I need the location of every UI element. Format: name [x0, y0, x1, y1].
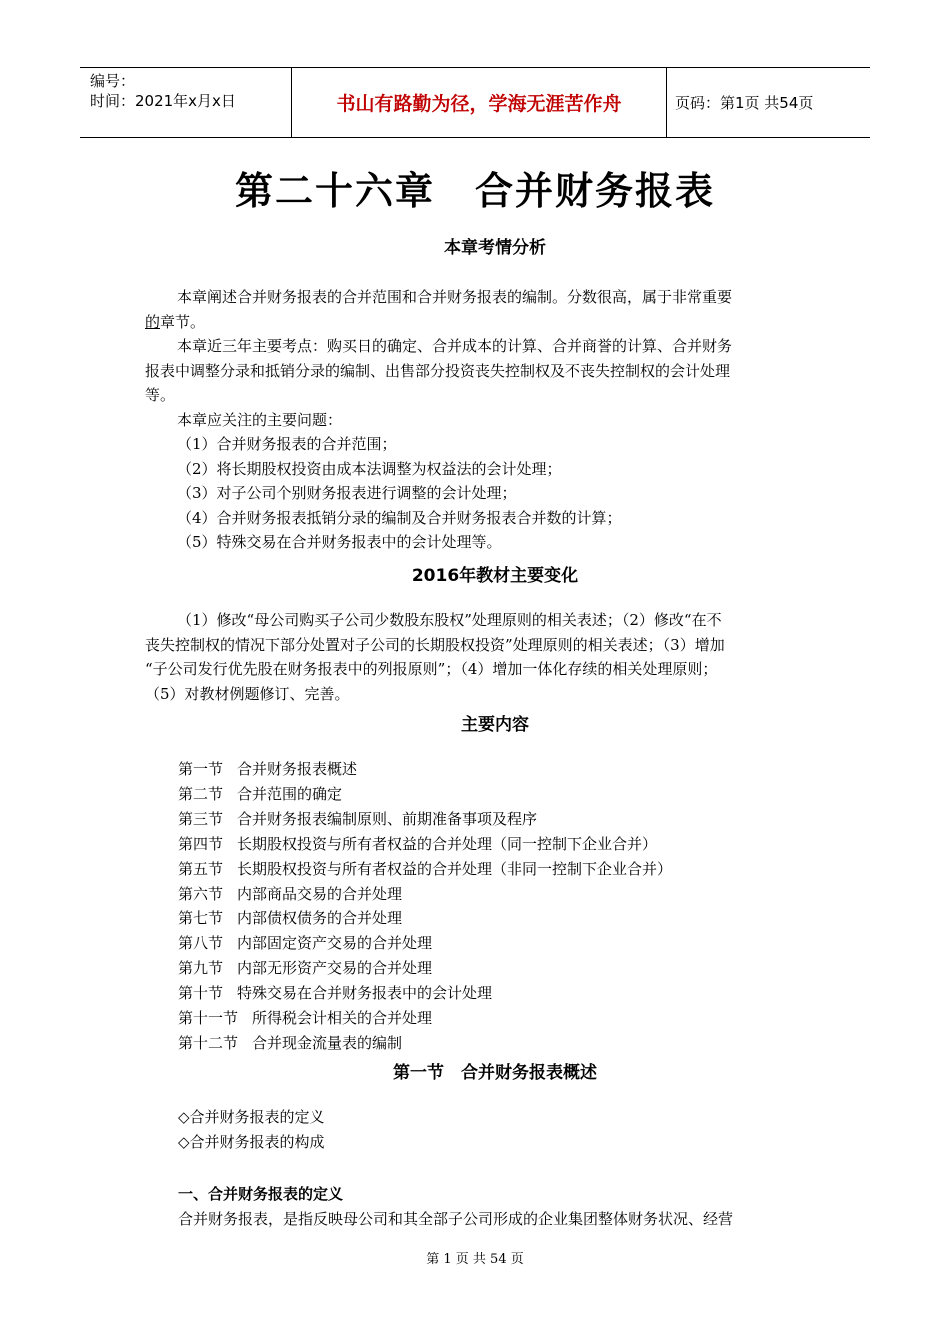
- toc-title: 特殊交易在合并财务报表中的会计处理: [237, 984, 493, 1003]
- header-motto: 书山有路勤为径，学海无涯苦作舟: [292, 68, 667, 137]
- section1-text: 合并财务报表，是指反映母公司和其全部子公司形成的企业集团整体财务状况、经营: [178, 1210, 734, 1228]
- toc-title: 合并现金流量表的编制: [252, 1033, 403, 1052]
- analysis-p3: 本章应关注的主要问题：: [177, 410, 343, 429]
- analysis-p2-line1: 本章近三年主要考点：购买日的确定、合并成本的计算、合并商誉的计算、合并财务: [177, 337, 733, 355]
- toc-num: 第六节: [178, 884, 224, 903]
- analysis-body: [145, 285, 805, 555]
- toc-title: 内部固定资产交易的合并处理: [237, 934, 433, 953]
- toc-title: 内部无形资产交易的合并处理: [237, 959, 433, 978]
- section1-subheading: 一、合并财务报表的定义: [178, 1185, 344, 1203]
- toc-title: 长期股权投资与所有者权益的合并处理（同一控制下企业合并）: [237, 834, 658, 853]
- toc-num: 第五节: [178, 859, 224, 878]
- analysis-heading: 本章考情分析: [444, 238, 546, 258]
- analysis-item: （2）将长期股权投资由成本法调整为权益法的会计处理；: [177, 459, 562, 478]
- header-date: 时间：2021年x月x日: [90, 92, 236, 110]
- toc-num: 第十节: [178, 984, 224, 1003]
- toc-title: 内部商品交易的合并处理: [237, 884, 403, 903]
- toc-item: [178, 956, 672, 981]
- toc-item: [178, 807, 672, 832]
- toc-num: 第十一节: [178, 1009, 239, 1028]
- changes-line: （1）修改“母公司购买子公司少数股东股权”处理原则的相关表述；（2）修改“在不: [177, 611, 722, 629]
- changes-body: [145, 608, 805, 706]
- header-meta: [80, 68, 292, 137]
- toc-item: [178, 857, 672, 882]
- section1-bullet: ◇合并财务报表的定义: [178, 1108, 325, 1126]
- toc-num: 第八节: [178, 934, 224, 953]
- header-number: 编号：: [90, 72, 136, 90]
- page-header: [80, 67, 870, 138]
- analysis-item: （5）特殊交易在合并财务报表中的会计处理等。: [177, 533, 502, 551]
- toc-item: [178, 782, 672, 807]
- changes-line: 丧失控制权的情况下部分处置对子公司的长期股权投资”处理原则的相关表述；（3）增加: [145, 635, 725, 654]
- toc-num: 第九节: [178, 959, 224, 978]
- page-footer: 第 1 页 共 54 页: [426, 1252, 524, 1267]
- toc-title: 长期股权投资与所有者权益的合并处理（非同一控制下企业合并）: [237, 859, 673, 878]
- toc-item: [178, 757, 672, 782]
- toc-item: [178, 1031, 672, 1056]
- toc-title: 合并财务报表概述: [237, 760, 358, 778]
- changes-line: “子公司发行优先股在财务报表中的列报原则”；（4）增加一体化存续的相关处理原则；: [145, 660, 718, 678]
- toc-item: [178, 882, 672, 907]
- toc-num: 第七节: [178, 909, 224, 928]
- changes-heading: 2016年教材主要变化: [411, 566, 579, 586]
- analysis-p2-line3: 等。: [145, 386, 176, 404]
- toc-item: [178, 1006, 672, 1031]
- contents-list: [178, 757, 672, 1056]
- contents-heading: 主要内容: [461, 715, 529, 735]
- section1-bullet: ◇合并财务报表的构成: [178, 1132, 325, 1151]
- toc-title: 所得税会计相关的合并处理: [252, 1009, 433, 1028]
- changes-line: （5）对教材例题修订、完善。: [145, 684, 350, 703]
- analysis-p1-rest: 章节。: [160, 312, 206, 331]
- analysis-p1-underlined: 的: [145, 312, 161, 331]
- toc-item: [178, 832, 672, 857]
- analysis-item: （4）合并财务报表抵销分录的编制及合并财务报表合并数的计算；: [177, 508, 622, 527]
- toc-num: 第二节: [178, 784, 224, 803]
- analysis-p2-line2: 报表中调整分录和抵销分录的编制、出售部分投资丧失控制权及不丧失控制权的会计处理: [145, 361, 731, 380]
- analysis-p1-line1: 本章阐述合并财务报表的合并范围和合并财务报表的编制。分数很高，属于非常重要: [177, 288, 733, 306]
- toc-num: 第十二节: [178, 1033, 239, 1052]
- toc-item: [178, 931, 672, 956]
- toc-num: 第三节: [178, 809, 224, 828]
- header-page-info: 页码：第1页 共54页: [675, 94, 814, 112]
- toc-title: 内部债权债务的合并处理: [237, 909, 403, 928]
- section1-heading: 第一节 合并财务报表概述: [393, 1063, 597, 1083]
- toc-num: 第四节: [178, 834, 224, 853]
- toc-title: 合并范围的确定: [237, 784, 343, 803]
- toc-item: [178, 906, 672, 931]
- analysis-p1-line2: [145, 310, 805, 335]
- chapter-title: 第二十六章 合并财务报表: [234, 169, 715, 213]
- analysis-item: （3）对子公司个别财务报表进行调整的会计处理；: [177, 484, 517, 502]
- toc-title: 合并财务报表编制原则、前期准备事项及程序: [237, 809, 538, 828]
- toc-num: 第一节: [178, 760, 224, 778]
- section1-bullets: [178, 1105, 838, 1154]
- analysis-item: （1）合并财务报表的合并范围；: [177, 435, 397, 453]
- toc-item: [178, 981, 672, 1006]
